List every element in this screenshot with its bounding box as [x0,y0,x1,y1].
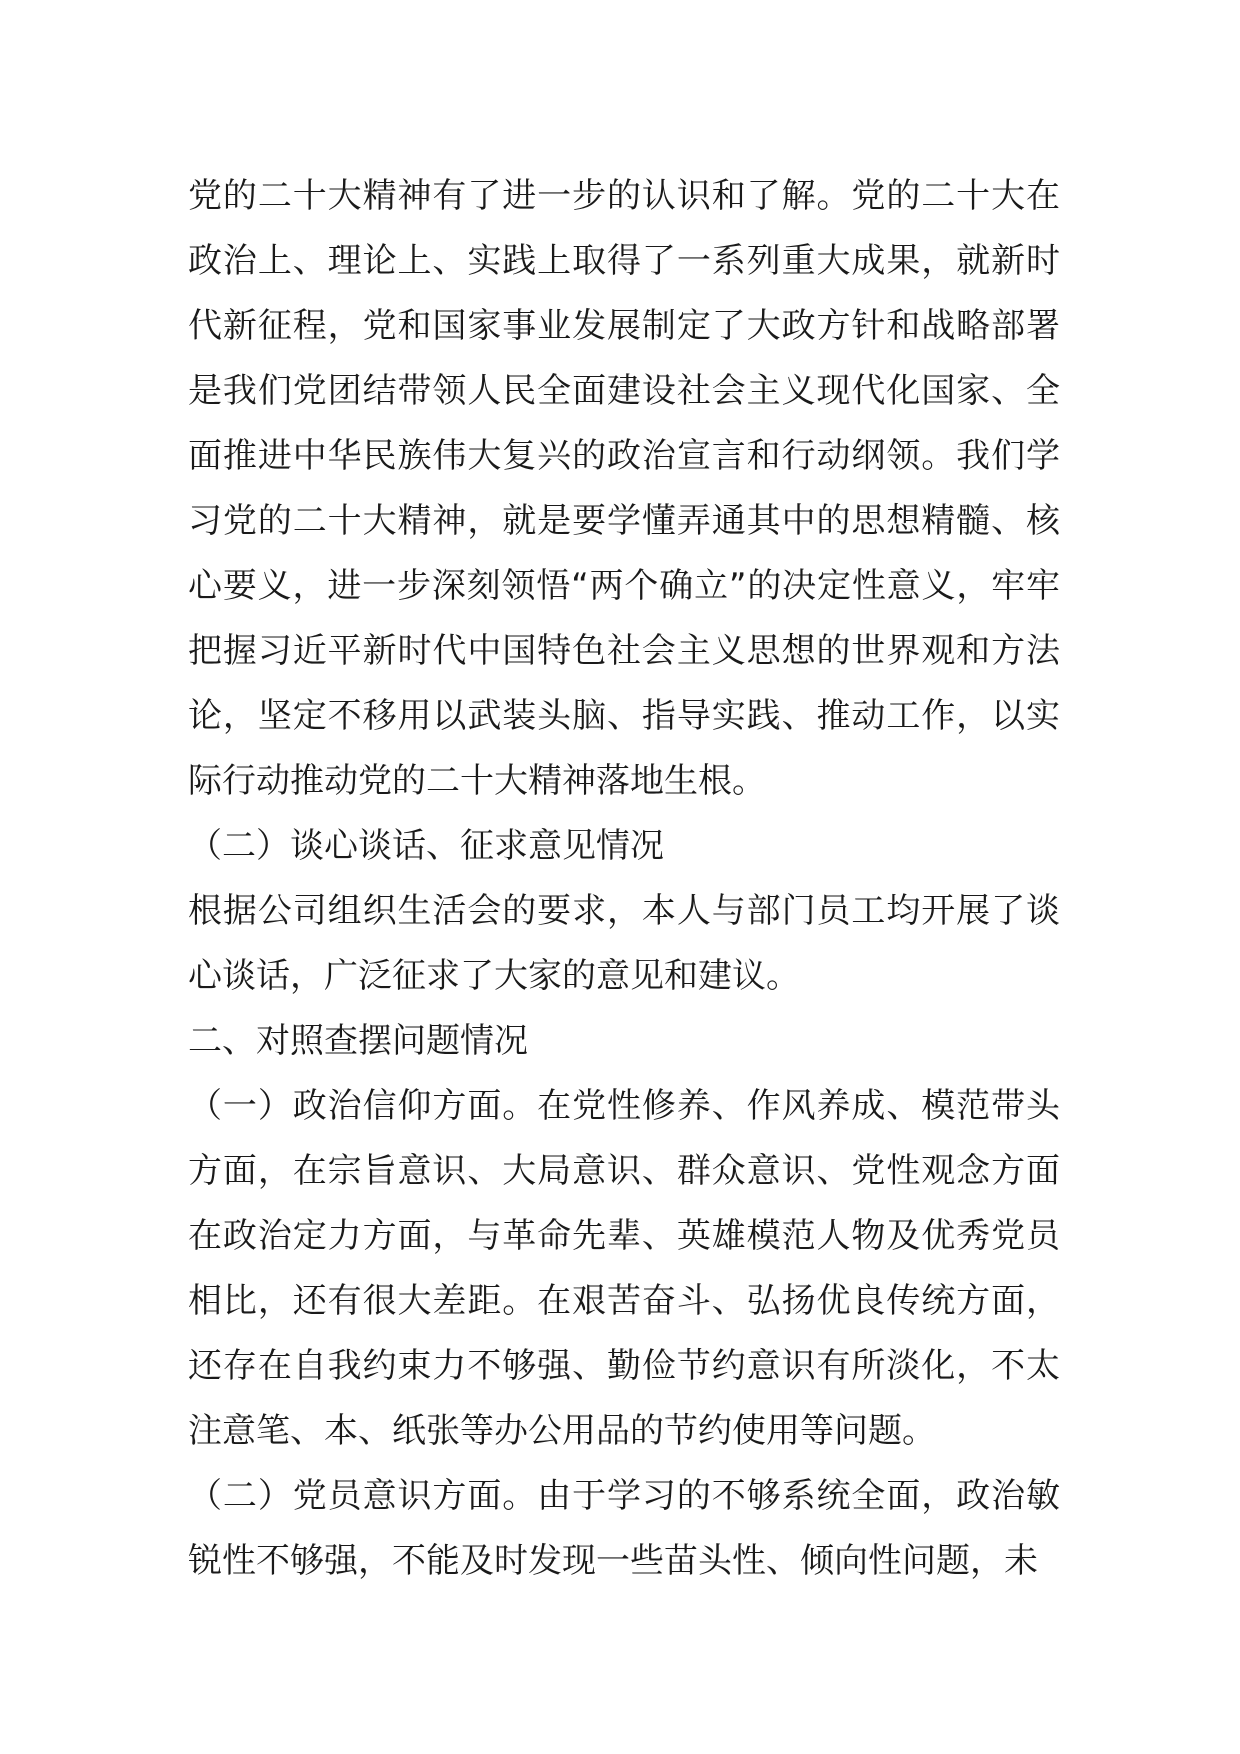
body-paragraph-party-awareness: （二）党员意识方面。由于学习的不够系统全面，政治敏锐性不够强，不能及时发现一些苗头性、倾向性问题，未 [188,1476,1060,1581]
body-paragraph-study: 党的二十大精神有了进一步的认识和了解。党的二十大在政治上、理论上、实践上取得了一系列重大成果，就新时代新征程，党和国家事业发展制定了大政方针和战略部署是我们党团结带领人民全面建设社会主义现代化国家、全面推进中华民族伟大复兴的政治宣言和行动纲领。我们学习党的二十大精神，就是要学懂弄通其中的思想精髓、核心要义，进一步深刻领悟“两个确立”的决定性意义，牢牢把握习近平新时代中国特色社会主义思想的世界观和方法论，坚定不移用以武装头脑、指导实践、推动工作，以实际行动推动党的二十大精神落地生根。 [188,176,1060,801]
document-body [188,164,1060,1594]
body-paragraph-heart-talk: 根据公司组织生活会的要求，本人与部门员工均开展了谈心谈话，广泛征求了大家的意见和建议。 [188,891,1060,996]
section-heading-heart-talk: （二）谈心谈话、征求意见情况 [188,826,664,866]
section-heading-problems: 二、对照查摆问题情况 [188,1021,528,1061]
body-paragraph-political-belief: （一）政治信仰方面。在党性修养、作风养成、模范带头方面，在宗旨意识、大局意识、群众意识、党性观念方面在政治定力方面，与革命先辈、英雄模范人物及优秀党员相比，还有很大差距。在艰苦奋斗、弘扬优良传统方面，还存在自我约束力不够强、勤俭节约意识有所淡化，不太注意笔、本、纸张等办公用品的节约使用等问题。 [188,1086,1060,1451]
